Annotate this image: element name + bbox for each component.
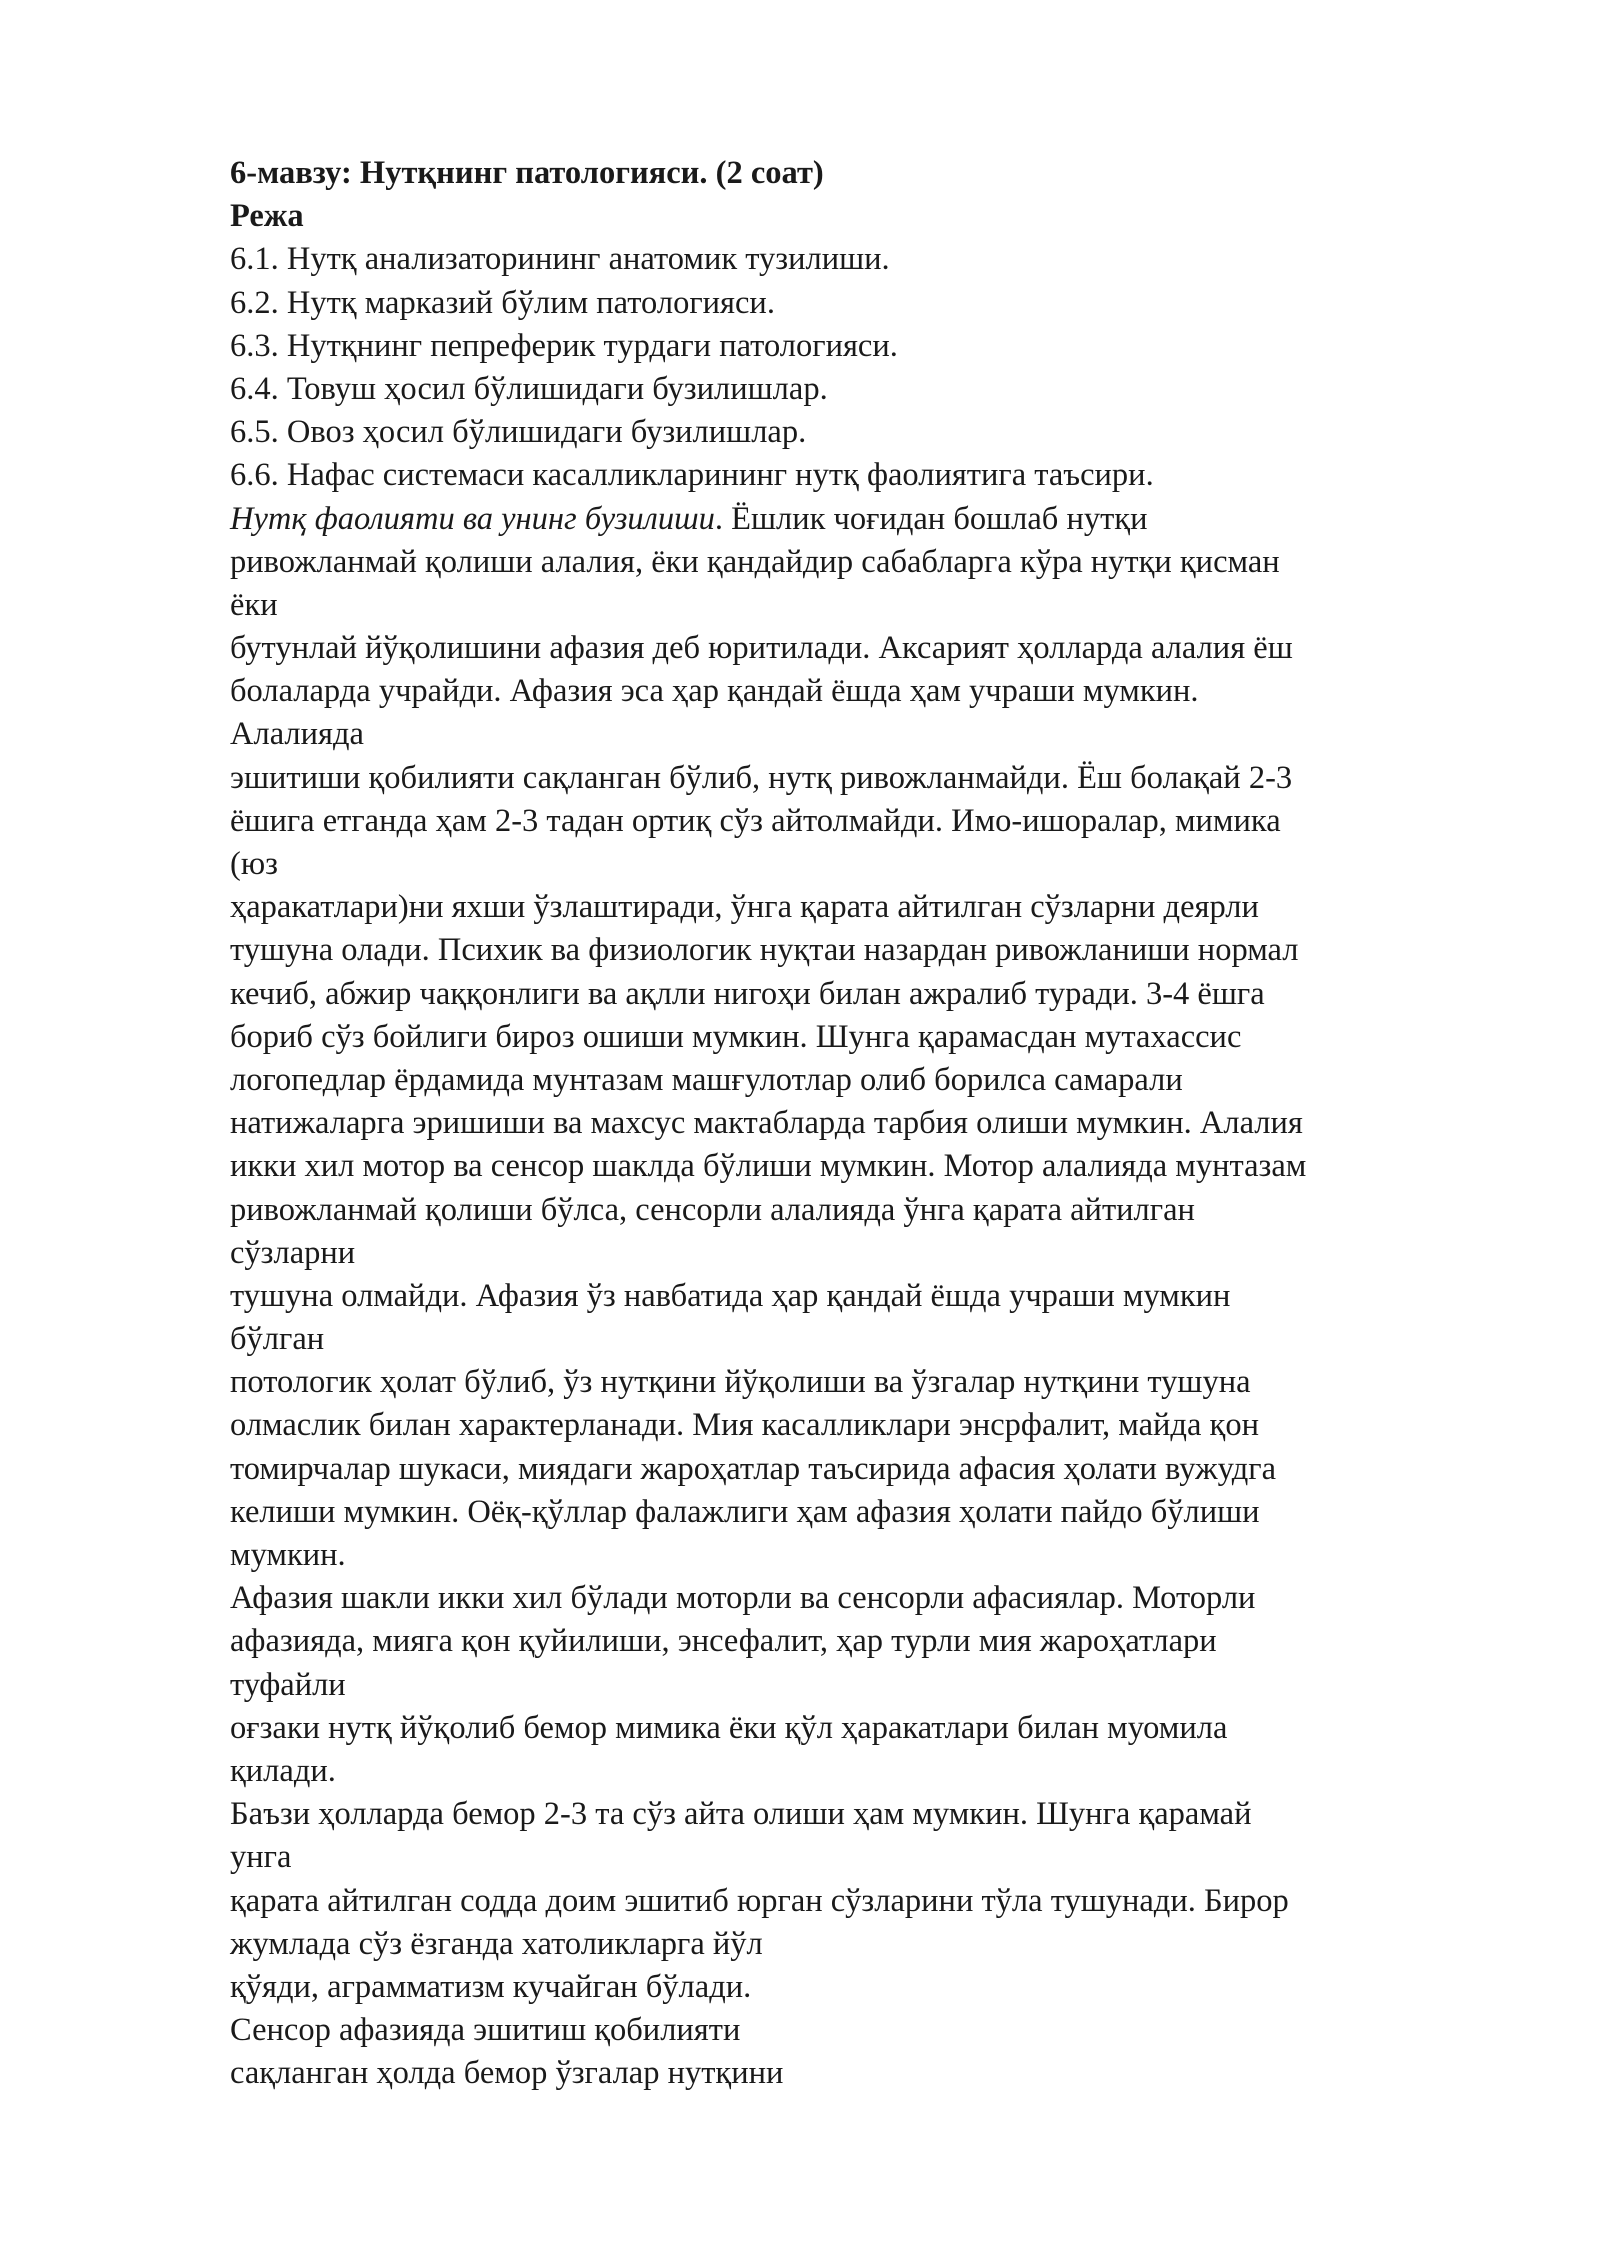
- text-line: ҳаракатлари)ни яхши ўзлаштиради, ўнга қарата айтилган сўзларни деярли: [230, 889, 1259, 926]
- text-line: туфайли: [230, 1666, 346, 1703]
- intro-line: [230, 498, 1530, 541]
- text-line: жумлада сўз ёзганда хатоликларга йўл: [230, 1925, 763, 1962]
- text-line: (юз: [230, 846, 278, 882]
- plan-item: 6.5. Овоз ҳосил бўлишидаги бузилишлар.: [230, 414, 807, 451]
- text-line: бориб сўз бойлиги бироз ошиши мумкин. Шунга қарамасдан мутахассис: [230, 1018, 1242, 1055]
- document-title: 6-мавзу: Нутқнинг патологияси. (2 соат): [230, 155, 824, 191]
- text-line: Сенсор афазияда эшитиш қобилияти: [230, 2012, 741, 2049]
- text-line: икки хил мотор ва сенсор шаклда бўлиши мумкин. Мотор алалияда мунтазам: [230, 1148, 1307, 1185]
- intro-text: . Ёшлик чоғидан бошлаб нутқи: [714, 500, 1148, 537]
- text-line: Алалияда: [230, 716, 364, 753]
- text-line: сўзларни: [230, 1234, 356, 1271]
- text-line: потологик ҳолат бўлиб, ўз нутқини йўқолиши ва ўзгалар нутқини тушуна: [230, 1364, 1251, 1401]
- text-line: болаларда учрайди. Афазия эса ҳар қандай ёшда ҳам учраши мумкин.: [230, 673, 1199, 710]
- text-line: сақланган ҳолда бемор ўзгалар нутқини: [230, 2055, 784, 2092]
- text-line: қарата айтилган содда доим эшитиб юрган сўзларини тўла тушунади. Бирор: [230, 1882, 1289, 1919]
- section-subheading: Нутқ фаолияти ва унинг бузилиши: [230, 500, 715, 537]
- text-line: афазияда, мияга қон қуйилиши, энсефалит, ҳар турли мия жароҳатлари: [230, 1623, 1217, 1660]
- plan-item: 6.4. Товуш ҳосил бўлишидаги бузилишлар.: [230, 370, 828, 407]
- plan-item: 6.3. Нутқнинг пепреферик турдаги патологияси.: [230, 327, 898, 364]
- text-line: ёшига етганда ҳам 2-3 тадан ортиқ сўз айтолмайди. Имо-ишоралар, мимика: [230, 802, 1281, 839]
- text-line: оғзаки нутқ йўқолиб бемор мимика ёки қўл ҳаракатлари билан муомила: [230, 1709, 1228, 1746]
- text-line: Афазия шакли икки хил бўлади моторли ва сенсорли афасиялар. Моторли: [230, 1580, 1256, 1617]
- text-line: логопедлар ёрдамида мунтазам машғулотлар олиб борилса самарали: [230, 1061, 1183, 1098]
- text-line: тушуна олмайди. Афазия ўз навбатида ҳар қандай ёшда учраши мумкин: [230, 1277, 1231, 1314]
- text-line: мумкин.: [230, 1537, 346, 1573]
- text-line: унга: [230, 1839, 292, 1876]
- plan-list: [230, 238, 1530, 497]
- text-line: ривожланмай қолиши бўлса, сенсорли алалияда ўнга қарата айтилган: [230, 1191, 1195, 1228]
- text-line: томирчалар шукаси, миядаги жароҳатлар таъсирида афасия ҳолати вужудга: [230, 1450, 1277, 1487]
- text-line: бўлган: [230, 1321, 325, 1358]
- text-line: келиши мумкин. Оёқ-қўллар фалажлиги ҳам афазия ҳолати пайдо бўлиши: [230, 1493, 1260, 1530]
- text-line: тушуна олади. Психик ва физиологик нуқтаи назардан ривожланиши нормал: [230, 932, 1299, 969]
- text-line: натижаларга эришиши ва махсус мактабларда тарбия олиши мумкин. Алалия: [230, 1105, 1303, 1142]
- text-line: ривожланмай қолиши алалия, ёки қандайдир сабабларга кўра нутқи қисман: [230, 543, 1280, 580]
- plan-item: 6.1. Нутқ анализаторининг анатомик тузилиши.: [230, 241, 890, 278]
- plan-item: 6.2. Нутқ марказий бўлим патологияси.: [230, 284, 775, 321]
- body-text: [230, 541, 1530, 2096]
- text-line: кечиб, абжир чаққонлиги ва ақлли нигоҳи билан ажралиб туради. 3-4 ёшга: [230, 975, 1265, 1012]
- text-line: ёки: [230, 586, 278, 623]
- text-line: эшитиши қобилияти сақланган бўлиб, нутқ ривожланмайди. Ёш болақай 2-3: [230, 759, 1293, 796]
- text-line: Баъзи ҳолларда бемор 2-3 та сўз айта олиши ҳам мумкин. Шунга қарамай: [230, 1796, 1252, 1833]
- text-line: қилади.: [230, 1752, 336, 1789]
- plan-item: 6.6. Нафас системаси касалликларининг нутқ фаолиятига таъсири.: [230, 457, 1154, 494]
- plan-heading: Режа: [230, 198, 304, 235]
- document-page: [230, 152, 1530, 2095]
- text-line: қўяди, аграмматизм кучайган бўлади.: [230, 1968, 752, 2005]
- text-line: бутунлай йўқолишини афазия деб юритилади. Аксарият ҳолларда алалия ёш: [230, 630, 1293, 667]
- text-line: олмаслик билан характерланади. Мия касалликлари энсрфалит, майда қон: [230, 1407, 1259, 1444]
